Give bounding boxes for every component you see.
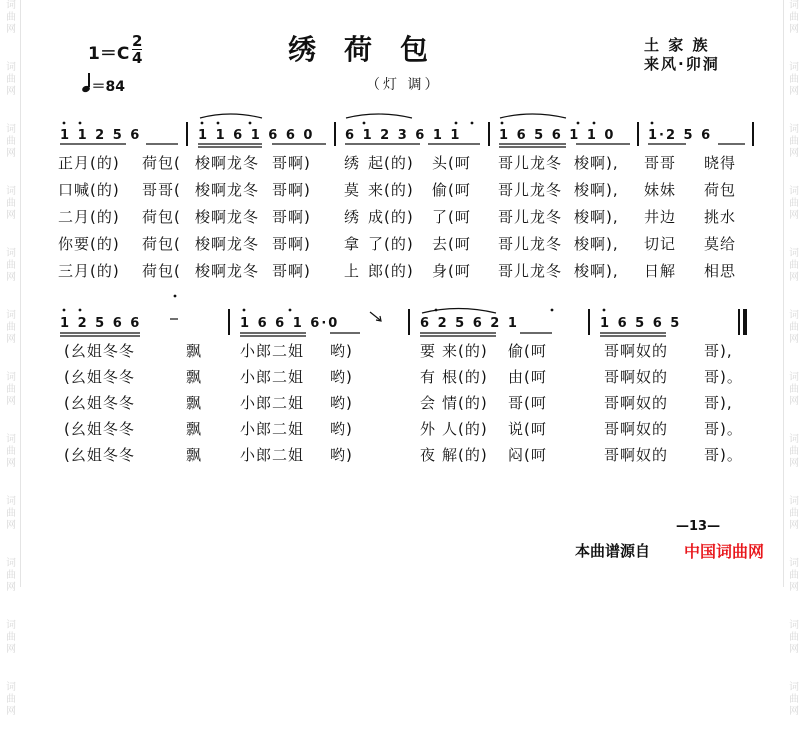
watermark-gap: [3, 656, 19, 668]
watermark-char: 曲: [6, 260, 16, 271]
lyric-cell: 妹妹: [644, 181, 677, 199]
watermark-char: 曲: [6, 12, 16, 23]
lyric-cell: 外: [420, 420, 437, 438]
watermark-char: 词: [6, 620, 16, 631]
watermark-char: 网: [6, 458, 16, 469]
watermark-char: 网: [789, 24, 799, 35]
lyric-cell: 哥啊奴的: [604, 394, 669, 412]
lyric-cell: 哥),: [704, 394, 733, 412]
watermark-char: 曲: [6, 446, 16, 457]
lyric-cell: (幺姐冬冬: [64, 368, 135, 386]
watermark-char: 词: [789, 124, 799, 135]
watermark-gap: [3, 718, 19, 730]
lyric-cell: 哥啊奴的: [604, 446, 669, 464]
watermark-char: 网: [789, 706, 799, 717]
lyric-cell: 梭啊),: [574, 181, 619, 199]
source-site-link[interactable]: 中国词曲网: [684, 542, 765, 561]
watermark-char: 网: [789, 148, 799, 159]
lyric-cell: 切记: [644, 235, 677, 253]
watermark-gap: [786, 594, 802, 606]
watermark-char: 词: [789, 186, 799, 197]
watermark-char: 词: [6, 372, 16, 383]
watermark-char: 词: [6, 186, 16, 197]
lyric-cell: 小郎二姐: [240, 446, 305, 464]
watermark-char: 网: [6, 86, 16, 97]
watermark-char: 网: [6, 396, 16, 407]
lyric-cell: 哥啊): [272, 181, 311, 199]
lyric-cell: 哟): [330, 342, 353, 360]
watermark-char: 词: [789, 496, 799, 507]
watermark-char: 词: [789, 620, 799, 631]
watermark-char: 曲: [6, 384, 16, 395]
watermark-char: 曲: [789, 322, 799, 333]
lyric-cell: 由(呵: [508, 368, 547, 386]
lyric-cell: 飘: [186, 342, 203, 360]
lyric-cell: 去(呵: [432, 235, 471, 253]
watermark-char: 曲: [6, 322, 16, 333]
lyric-cell: 梭啊),: [574, 235, 619, 253]
watermark-char: 曲: [789, 632, 799, 643]
lyric-cell: 了(的): [368, 235, 414, 253]
lyric-cell: 来(的): [368, 181, 414, 199]
measure-1-3: 6 1 2 3 6 1 1: [345, 128, 462, 143]
lyric-cell: (幺姐冬冬: [64, 342, 135, 360]
lyric-cell: 梭啊龙冬: [195, 262, 260, 280]
lyric-cell: 日解: [644, 262, 677, 280]
watermark-char: 词: [6, 558, 16, 569]
watermark-char: 词: [6, 62, 16, 73]
watermark-char: 曲: [789, 384, 799, 395]
watermark-char: 词: [789, 310, 799, 321]
lyric-cell: 哥啊奴的: [604, 420, 669, 438]
watermark-char: 曲: [789, 198, 799, 209]
measure-1-5: 1·2 5 6: [648, 128, 713, 143]
lyric-cell: 会: [420, 394, 437, 412]
watermark-char: 网: [789, 458, 799, 469]
lyric-cell: 了(呵: [432, 208, 471, 226]
lyric-cell: 情(的): [442, 394, 488, 412]
watermark-char: 网: [789, 210, 799, 221]
lyric-cell: (幺姐冬冬: [64, 394, 135, 412]
lyric-cell: 梭啊龙冬: [195, 208, 260, 226]
watermark-char: 词: [789, 558, 799, 569]
lyric-cell: 解(的): [442, 446, 488, 464]
watermark-char: 词: [6, 310, 16, 321]
lyric-cell: 哟): [330, 368, 353, 386]
lyric-cell: 飘: [186, 446, 203, 464]
origin-place: 来风·卯洞: [644, 55, 720, 73]
watermark-char: 曲: [6, 570, 16, 581]
watermark-char: 曲: [6, 136, 16, 147]
lyric-cell: 闷(呵: [508, 446, 547, 464]
page-number: —13—: [676, 519, 721, 534]
lyric-cell: 梭啊),: [574, 262, 619, 280]
lyric-cell: 飘: [186, 420, 203, 438]
watermark-char: 词: [6, 124, 16, 135]
lyric-cell: 晓得: [704, 154, 737, 172]
watermark-char: 网: [6, 582, 16, 593]
watermark-char: 网: [6, 272, 16, 283]
lyric-cell: 哥啊): [272, 235, 311, 253]
watermark-char: 网: [789, 520, 799, 531]
watermark-char: 曲: [789, 570, 799, 581]
lyric-cell: 荷包(: [142, 262, 181, 280]
watermark-char: 网: [789, 644, 799, 655]
watermark-char: 网: [789, 396, 799, 407]
watermark-char: 曲: [789, 260, 799, 271]
watermark-char: 词: [6, 434, 16, 445]
lyric-cell: 哥),: [704, 342, 733, 360]
lyric-cell: 梭啊龙冬: [195, 235, 260, 253]
lyric-cell: 哥(呵: [508, 394, 547, 412]
lyric-cell: 哥啊奴的: [604, 368, 669, 386]
watermark-gap: [3, 594, 19, 606]
watermark-char: 网: [6, 334, 16, 345]
lyric-cell: 口喊(的): [58, 181, 120, 199]
lyric-cell: 梭啊),: [574, 154, 619, 172]
watermark-char: 曲: [789, 74, 799, 85]
lyric-cell: 哥啊): [272, 208, 311, 226]
lyric-cell: 来(的): [442, 342, 488, 360]
watermark-char: 网: [6, 644, 16, 655]
lyric-cell: 哥儿龙冬: [498, 235, 563, 253]
lyric-cell: 起(的): [368, 154, 414, 172]
watermark-char: 词: [6, 496, 16, 507]
lyric-cell: 小郎二姐: [240, 342, 305, 360]
time-signature-top: 2: [132, 32, 143, 50]
lyric-cell: 哥儿龙冬: [498, 262, 563, 280]
watermark-char: 网: [789, 582, 799, 593]
watermark-gap: [786, 718, 802, 730]
lyric-cell: 哥儿龙冬: [498, 208, 563, 226]
measure-2-3: 6 2 5 6 2 1: [420, 316, 519, 331]
lyric-cell: 哥)。: [704, 446, 743, 464]
watermark-char: 网: [6, 210, 16, 221]
lyric-cell: 飘: [186, 394, 203, 412]
lyric-cell: 飘: [186, 368, 203, 386]
lyric-cell: 荷包(: [142, 235, 181, 253]
watermark-char: 网: [6, 24, 16, 35]
lyric-cell: 哥儿龙冬: [498, 154, 563, 172]
lyric-cell: 哟): [330, 420, 353, 438]
time-signature-bottom: 4: [132, 49, 143, 67]
lyric-cell: 莫: [344, 181, 361, 199]
lyric-cell: 人(的): [442, 420, 488, 438]
lyric-cell: 梭啊龙冬: [195, 154, 260, 172]
watermark-char: 网: [6, 148, 16, 159]
watermark-char: 曲: [789, 136, 799, 147]
lyric-cell: 小郎二姐: [240, 368, 305, 386]
lyric-cell: 正月(的): [58, 154, 120, 172]
watermark-char: 曲: [789, 694, 799, 705]
tempo-value: ＝84: [91, 79, 125, 95]
origin-ethnic-group: 土 家 族: [644, 36, 710, 54]
source-label: 本曲谱源自: [575, 542, 651, 560]
lyric-cell: 偷(呵: [508, 342, 547, 360]
lyric-cell: 哥)。: [704, 420, 743, 438]
lyric-cell: 身(呵: [432, 262, 471, 280]
lyric-cell: 要: [420, 342, 437, 360]
lyric-cell: 成(的): [368, 208, 414, 226]
watermark-char: 词: [6, 0, 16, 11]
lyric-cell: 绣: [344, 208, 361, 226]
watermark-char: 网: [789, 272, 799, 283]
lyric-cell: 小郎二姐: [240, 420, 305, 438]
watermark-char: 词: [6, 248, 16, 259]
measure-1-4: 1 6 5 6 1 1 0: [499, 128, 616, 143]
lyric-cell: 拿: [344, 235, 361, 253]
watermark-char: 曲: [6, 632, 16, 643]
watermark-char: 网: [6, 520, 16, 531]
watermark-char: 词: [789, 0, 799, 11]
lyric-cell: 哥哥: [644, 154, 677, 172]
lyric-cell: 哥哥(: [142, 181, 181, 199]
lyric-cell: 绣: [344, 154, 361, 172]
lyric-cell: 荷包(: [142, 208, 181, 226]
lyric-cell: 相思: [704, 262, 737, 280]
lyric-cell: 荷包: [704, 181, 737, 199]
watermark-char: 词: [789, 682, 799, 693]
watermark-char: 曲: [6, 508, 16, 519]
watermark-char: 曲: [6, 198, 16, 209]
measure-2-1: 1 2 5 6 6: [60, 316, 142, 331]
measure-2-4: 1 6 5 6 5: [600, 316, 682, 331]
watermark-char: 曲: [6, 74, 16, 85]
measure-1-1: 1 1 2 5 6: [60, 128, 142, 143]
watermark-char: 词: [789, 248, 799, 259]
measure-2-2: 1 6 6 1 6·0: [240, 316, 340, 331]
watermark-char: 曲: [789, 446, 799, 457]
measure-1-2: 1 1 6 1 6 6 0: [198, 128, 315, 143]
lyric-cell: 根(的): [442, 368, 488, 386]
watermark-char: 词: [6, 682, 16, 693]
lyric-cell: (幺姐冬冬: [64, 420, 135, 438]
lyric-cell: 哥)。: [704, 368, 743, 386]
lyric-cell: 你要(的): [58, 235, 120, 253]
lyric-cell: 哥啊): [272, 262, 311, 280]
lyric-cell: 说(呵: [508, 420, 547, 438]
lyric-cell: 头(呵: [432, 154, 471, 172]
watermark-char: 词: [789, 372, 799, 383]
lyric-cell: 哟): [330, 446, 353, 464]
watermark-char: 曲: [6, 694, 16, 705]
lyric-cell: 井边: [644, 208, 677, 226]
lyric-cell: 挑水: [704, 208, 737, 226]
lyric-cell: 莫给: [704, 235, 737, 253]
watermark-gap: [786, 656, 802, 668]
lyric-cell: 上: [344, 262, 361, 280]
song-subtitle: （灯 调）: [366, 77, 442, 93]
watermark-char: 网: [789, 86, 799, 97]
watermark-char: 曲: [789, 508, 799, 519]
song-title: 绣荷包: [288, 33, 457, 66]
lyric-cell: 偷(呵: [432, 181, 471, 199]
lyric-cell: 三月(的): [58, 262, 120, 280]
lyric-cell: (幺姐冬冬: [64, 446, 135, 464]
watermark-char: 网: [6, 706, 16, 717]
lyric-cell: 哥啊): [272, 154, 311, 172]
watermark-char: 曲: [789, 12, 799, 23]
lyric-cell: 小郎二姐: [240, 394, 305, 412]
watermark-char: 词: [789, 434, 799, 445]
lyric-cell: 梭啊龙冬: [195, 181, 260, 199]
lyric-cell: 二月(的): [58, 208, 120, 226]
lyric-cell: 哥儿龙冬: [498, 181, 563, 199]
watermark-char: 网: [789, 334, 799, 345]
key-signature: 1＝C: [88, 44, 130, 64]
lyric-cell: 哟): [330, 394, 353, 412]
lyric-cell: 有: [420, 368, 437, 386]
lyric-cell: 郎(的): [368, 262, 414, 280]
watermark-char: 词: [789, 62, 799, 73]
lyric-cell: 夜: [420, 446, 437, 464]
lyric-cell: 梭啊),: [574, 208, 619, 226]
lyric-cell: 哥啊奴的: [604, 342, 669, 360]
lyric-cell: 荷包(: [142, 154, 181, 172]
